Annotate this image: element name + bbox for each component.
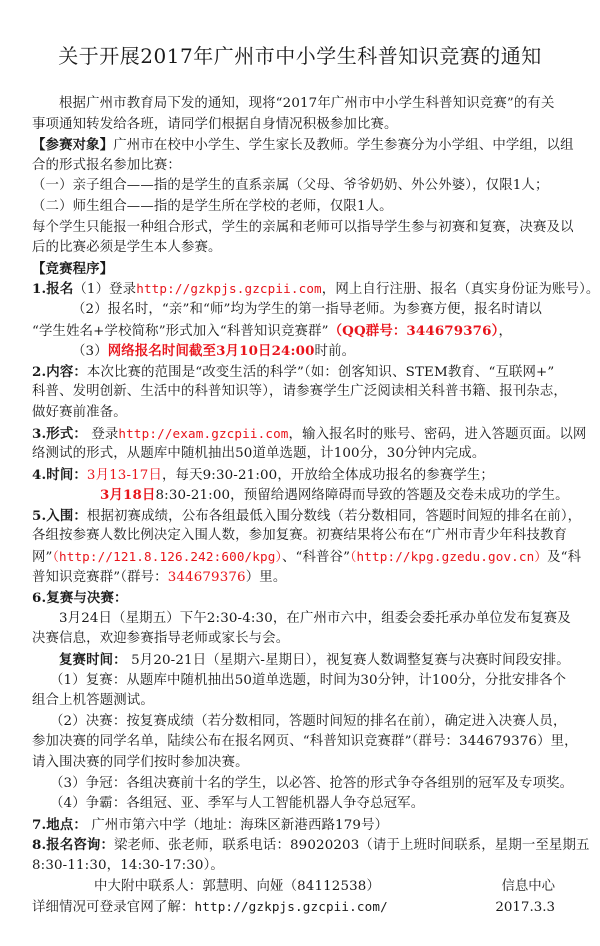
section-7-line: 7.地点： 广州市第六中学（地址：海珠区新港西路179号）	[32, 816, 389, 833]
section-2-label: 2.内容：	[32, 363, 87, 380]
signature-org: 信息中心	[501, 879, 555, 894]
section-1-line-3: “学生姓名+学校简称”形式加入“科普知识竞赛群”（QQ群号：344679376），	[32, 322, 513, 339]
section-5-line-3: 网”（http://121.8.126.242:600/kpg）、“科普谷”（http://kpg.gzedu.gov.cn）及“科	[32, 549, 582, 566]
section-5-line-1: 5.入围：根据初赛成绩，公布各组最低入围分数线（若分数相同，答题时间短的排名在前），	[32, 507, 582, 524]
section-5-line-2: 各组按参赛人数比例决定入围人数，参加复赛。初赛结果将公布在“广州市青少年科技教育	[32, 528, 568, 544]
section-3-line-2: 络测试的形式，从题库中随机抽出50道单选题，计100分，30分钟内完成。	[32, 446, 486, 462]
section-6-round-4: （4）争霸：各组冠、亚、季军与人工智能机器人争夺总冠军。	[50, 796, 425, 812]
participants-line-2: 合的形式报名参加比赛：	[32, 157, 181, 173]
participants-heading: 【参赛对象】	[32, 137, 114, 154]
section-2-line-1: 2.内容：本次比赛的范围是“改变生活的科学”（如：创客知识、STEM教育、“互联网+”	[32, 363, 555, 380]
makeup-date: 3月18日	[100, 487, 156, 504]
section-6-label: 6.复赛与决赛：	[32, 590, 128, 607]
document-body	[32, 94, 600, 918]
group-number: 344679376	[167, 569, 246, 585]
section-2-line-3: 做好赛前准备。	[32, 404, 127, 420]
section-6-round-1-line-1: （1）复赛：从题库中随机抽出50道单选题，时间为30分钟，计100分，分批安排各个	[50, 672, 567, 688]
participants-line-1: 【参赛对象】广州市在校中小学生、学生家长及教师。学生参赛分为小学组、中学组，以组	[32, 137, 574, 154]
section-7-label: 7.地点：	[32, 816, 87, 833]
registration-link[interactable]: http://gzkpjs.gzcpii.com	[136, 281, 322, 297]
section-8-label: 8.报名咨询：	[32, 837, 114, 854]
section-6-semi-time: 复赛时间： 5月20-21日（星期六-星期日），视复赛人数调整复赛与决赛时间段安排。	[59, 652, 570, 669]
section-5-label: 5.入围：	[32, 507, 87, 524]
exam-link[interactable]: http://exam.gzcpii.com	[118, 425, 289, 441]
details-line: 详细情况可登录官网了解：http://gzkpjs.gzcpii.com/	[32, 899, 388, 916]
prelim-dates: 3月13-17日	[86, 467, 163, 483]
section-6-round-3: （3）争冠：各组决赛前十名的学生，以必答、抢答的形式争夺各组别的冠军及专项奖。	[50, 775, 574, 791]
participants-option-1: （一）亲子组合——指的是学生的直系亲属（父母、爷爷奶奶、外公外婆），仅限1人；	[32, 178, 549, 194]
qq-group-number: （QQ群号：344679376）	[328, 322, 499, 339]
section-8-line-1: 8.报名咨询：梁老师、张老师，联系电话：89020203（请于上班时间联系，星期一至星期五	[32, 837, 590, 854]
section-6-round-2-line-2: 参加决赛的同学名单，陆续公布在报名网页、“科普知识竞赛群”（群号：344679376）里，	[32, 734, 578, 750]
section-3-label: 3.形式：	[32, 425, 87, 442]
section-1-label: 1.报名	[32, 281, 74, 298]
section-6-line-2: 决赛信息，欢迎参赛指导老师或家长与会。	[32, 631, 290, 647]
section-6-line-1: 3月24日（星期五）下午2:30-4:30，在广州市六中，组委会委托承办单位发布复赛及	[59, 610, 571, 626]
results-link-2[interactable]: （http://kpg.gzedu.gov.cn）	[350, 549, 548, 565]
intro-line-1: 根据广州市教育局下发的通知，现将“2017年广州市中小学生科普知识竞赛”的有关	[59, 96, 555, 111]
section-1-line-1: 1.报名（1）登录http://gzkpjs.gzcpii.com，网上自行注册、报名（真实身份证为账号）。	[32, 281, 600, 298]
section-4-line-2: 3月18日8:30-21:00，预留给遇网络障碍而导致的答题及交卷未成功的学生。	[100, 487, 569, 504]
section-8-line-2: 8:30-11:30，14:30-17:30）。	[32, 857, 224, 873]
semifinal-time-label: 复赛时间：	[59, 652, 127, 669]
section-6-round-2-line-3: 请入围决赛的同学们按时参加决赛。	[32, 755, 249, 770]
participants-note-1: 每个学生只能报一种组合形式，学生的亲属和老师可以指导学生参与初赛和复赛，决赛及以	[32, 219, 574, 235]
section-2-line-2: 科普、发明创新、生活中的科普知识等），请参赛学生广泛阅读相关科普书籍、报刊杂志，	[32, 384, 567, 400]
section-5-line-4: 普知识竞赛群”（群号：344679376）里。	[32, 569, 287, 585]
document-title: 关于开展2017年广州市中小学生科普知识竞赛的通知	[58, 44, 542, 68]
participants-option-2: （二）师生组合——指的是学生所在学校的老师，仅限1人。	[32, 198, 393, 214]
signature-date: 2017.3.3	[495, 900, 555, 915]
official-site-link[interactable]: http://gzkpjs.gzcpii.com/	[194, 899, 388, 915]
section-4-label: 4.时间：	[32, 466, 87, 483]
section-6-round-2-line-1: （2）决赛：按复赛成绩（若分数相同，答题时间短的排名在前），确定进入决赛人员，	[50, 713, 567, 729]
results-link-1[interactable]: （http://121.8.126.242:600/kpg）	[52, 549, 282, 565]
procedure-heading: 【竞赛程序】	[32, 260, 114, 277]
intro-line-2: 事项通知转发给各班，请同学们根据自身情况积极参加比赛。	[32, 116, 398, 132]
section-8-contact: 中大附中联系人：郭慧明、向娅（84112538）	[94, 878, 381, 894]
section-1-line-4: （3）网络报名时间截至3月10日24:00时前。	[72, 343, 356, 360]
participants-note-2: 后的比赛必须是学生本人参赛。	[32, 240, 222, 256]
section-1-line-2: （2）报名时，“亲”和“师”均为学生的第一指导老师。为参赛方便，报名时请以	[72, 301, 542, 317]
registration-deadline: 网络报名时间截至3月10日24:00	[107, 343, 315, 360]
section-3-line-1: 3.形式： 登录http://exam.gzcpii.com，输入报名时的账号、密码，进入答题页面。以网	[32, 425, 587, 442]
section-4-line-1: 4.时间：3月13-17日，每天9:30-21:00，开放给全体成功报名的参赛学生；	[32, 466, 494, 483]
section-6-round-1-line-2: 组合上机答题测试。	[32, 693, 154, 709]
